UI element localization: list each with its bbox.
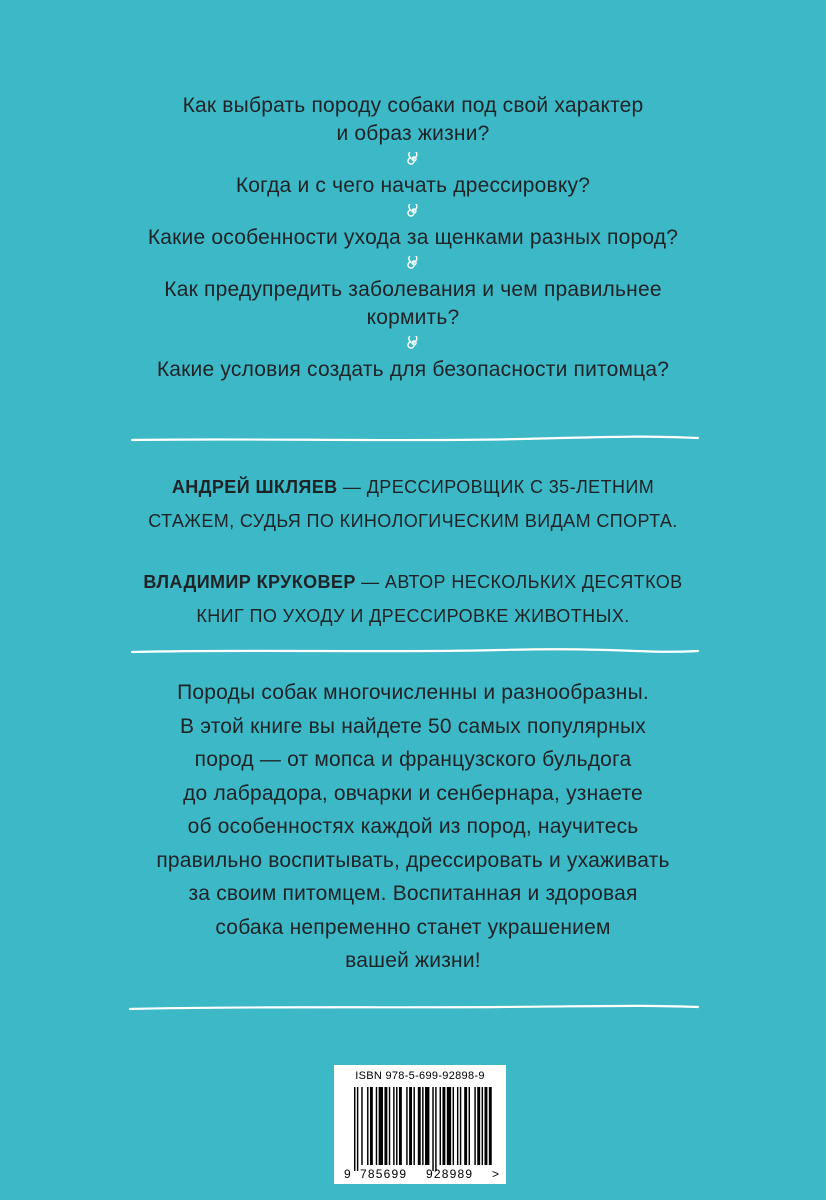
barcode-bar <box>447 1087 451 1165</box>
barcode-digit-first: 9 <box>344 1167 351 1181</box>
barcode-bar <box>370 1087 373 1165</box>
barcode-bar <box>485 1087 488 1165</box>
author-name: АНДРЕЙ ШКЛЯЕВ <box>171 477 338 497</box>
author-name: ВЛАДИМИР КРУКОВЕР <box>143 572 356 592</box>
barcode-bar <box>425 1087 429 1165</box>
barcode-bar <box>442 1087 445 1165</box>
divider-2 <box>0 640 826 664</box>
barcode-bar <box>396 1087 397 1165</box>
barcode-bar <box>389 1087 390 1165</box>
barcode-bar <box>413 1087 414 1165</box>
barcode-bar <box>384 1087 387 1165</box>
barcode-bar <box>482 1087 483 1165</box>
barcode-bar <box>489 1087 492 1165</box>
barcode-marker: > <box>492 1167 500 1181</box>
barcode-digits-left: 785699 <box>360 1167 408 1181</box>
divider-1 <box>0 428 826 452</box>
barcode-bar <box>435 1087 436 1171</box>
barcode-bar <box>418 1087 421 1165</box>
swirl-icon <box>406 204 420 218</box>
barcode-bar <box>406 1087 407 1165</box>
barcode-bar <box>357 1087 358 1171</box>
barcode-bar <box>464 1087 467 1165</box>
barcode-bar <box>453 1087 454 1165</box>
divider-3 <box>0 996 826 1020</box>
author-1 <box>0 470 826 538</box>
barcode-bar <box>399 1087 402 1165</box>
question-2: Когда и с чего начать дрессировку? <box>235 174 591 197</box>
question-list <box>0 92 826 384</box>
barcode-bar <box>379 1087 383 1165</box>
question-1: Как выбрать породу собаки под свой характер и образ жизни? <box>182 94 644 145</box>
barcode-bar <box>367 1087 368 1165</box>
question-3: Какие особенности ухода за щенками разных пород? <box>147 226 679 249</box>
swirl-icon <box>406 152 420 166</box>
barcode-bar <box>376 1087 377 1165</box>
question-4: Как предупредить заболевания и чем правильнее кормить? <box>164 278 662 329</box>
book-description: Породы собак многочисленны и разнообразны. В этой книге вы найдете 50 самых популярных пород — от мопса и французского бульдога до лабрадора, овчарки и сенбернара, узнаете об особенностях каждой из пород, научитесь правильно воспитывать, дрессировать и ухаживать за своим питомцем. Воспитанная и здоровая собака непременно станет украшением вашей жизни! <box>156 681 670 972</box>
barcode-bar <box>354 1087 355 1171</box>
barcode-bar <box>440 1087 441 1165</box>
author-bio: — ДРЕССИРОВЩИК С 35-ЛЕТНИМ СТАЖЕМ, СУДЬЯ ПО КИНОЛОГИЧЕСКИМ ВИДАМ СПОРТА. <box>148 477 678 531</box>
isbn-barcode <box>334 1065 506 1184</box>
barcode-digits-right: 928989 <box>426 1167 474 1181</box>
barcode-bar <box>469 1087 470 1165</box>
swirl-icon <box>406 336 420 350</box>
barcode-bar <box>422 1087 423 1165</box>
question-5: Какие условия создать для безопасности питомца? <box>156 358 670 381</box>
author-bio: — АВТОР НЕСКОЛЬКИХ ДЕСЯТКОВ КНИГ ПО УХОДУ И ДРЕССИРОВКЕ ЖИВОТНЫХ. <box>196 572 683 626</box>
author-bios <box>0 470 826 660</box>
barcode-bar <box>477 1087 480 1165</box>
barcode-bar <box>393 1087 394 1165</box>
barcode-bars <box>334 1065 506 1184</box>
barcode-bar <box>432 1087 433 1171</box>
barcode-bar <box>457 1087 458 1165</box>
barcode-bar <box>409 1087 412 1165</box>
isbn-label: ISBN 978-5-699-92898-9 <box>355 1070 485 1082</box>
author-2 <box>0 565 826 633</box>
swirl-icon <box>406 256 420 270</box>
barcode-bar <box>474 1087 475 1165</box>
barcode-bar <box>460 1087 461 1165</box>
barcode-bar <box>361 1087 362 1165</box>
